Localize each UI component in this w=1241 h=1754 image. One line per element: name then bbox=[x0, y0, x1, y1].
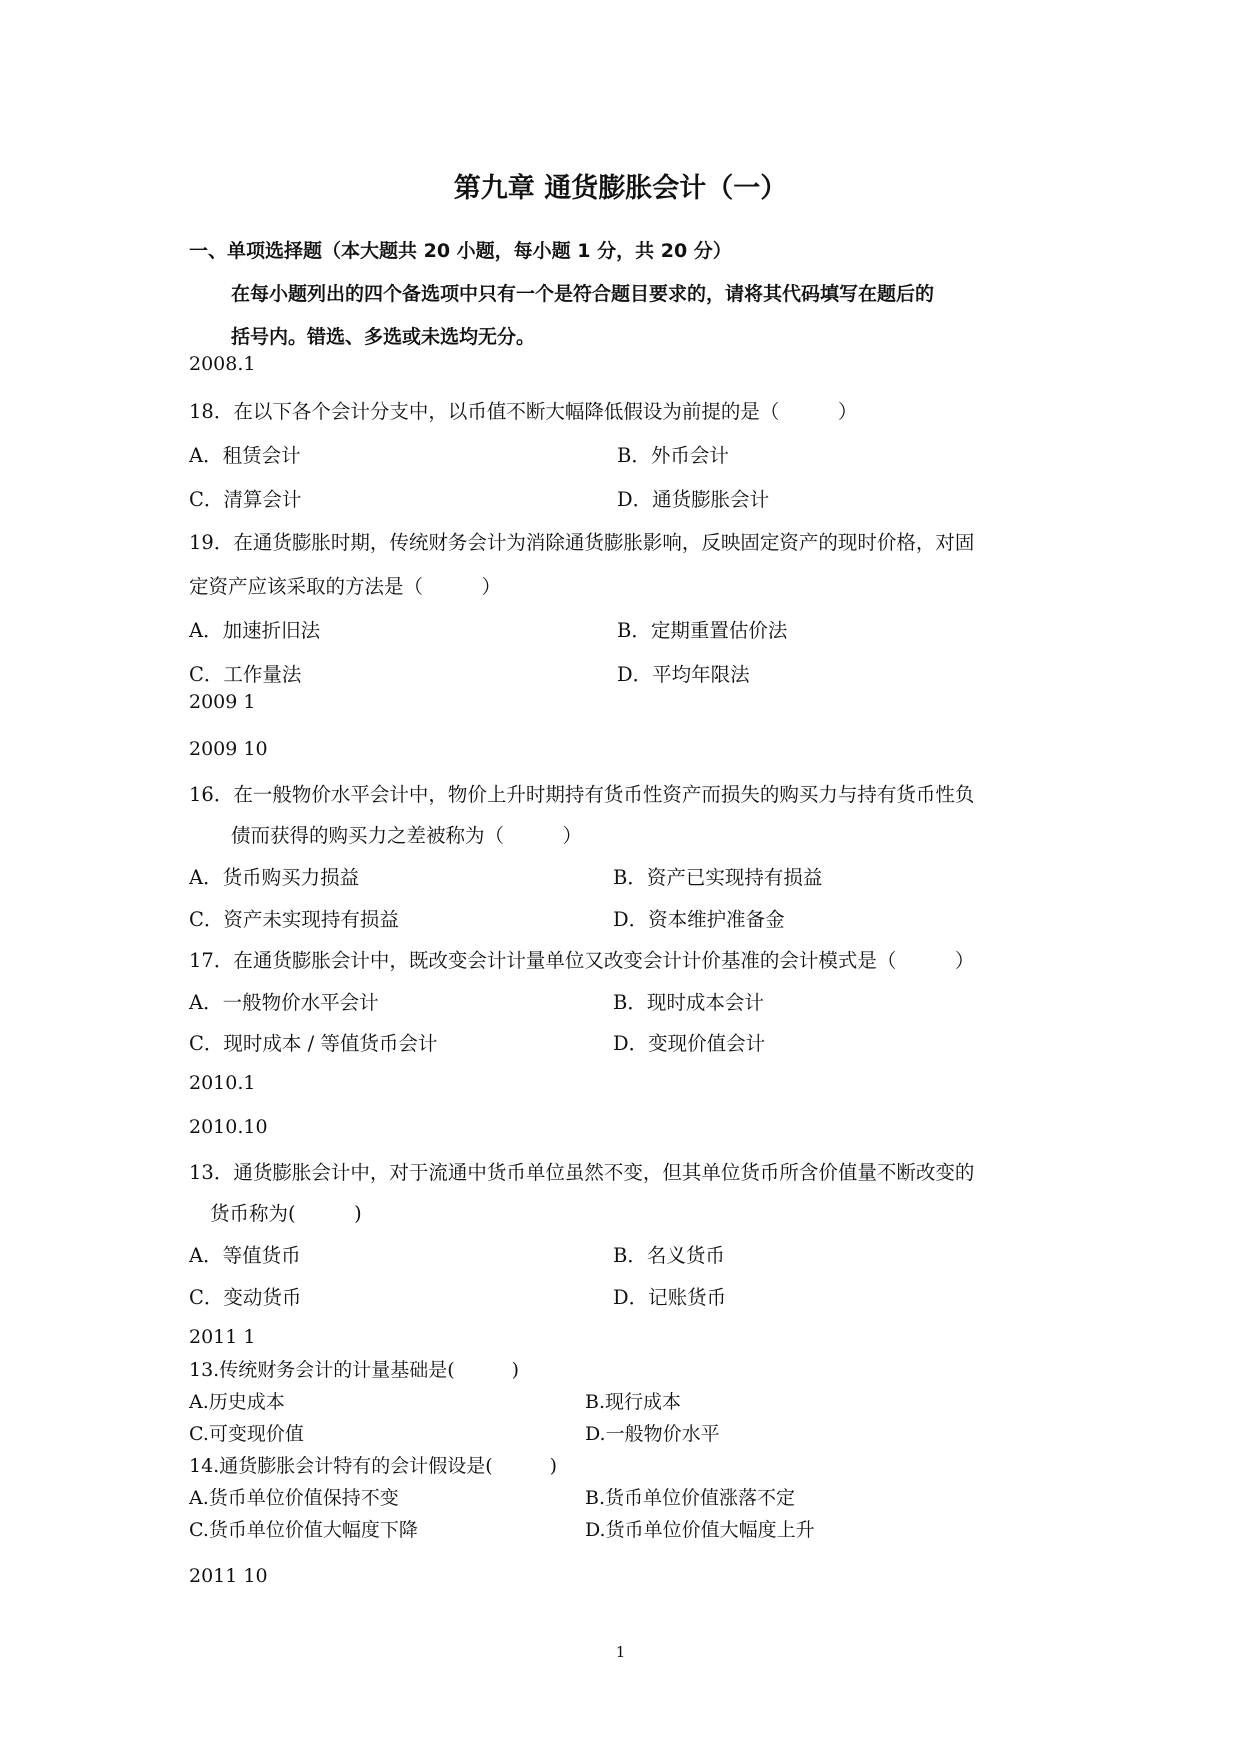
option-a: A．等值货币 bbox=[189, 1244, 301, 1267]
question-text-continued: 定资产应该采取的方法是（ ） bbox=[189, 575, 502, 598]
option-d: D．资本维护准备金 bbox=[613, 908, 785, 931]
option-a: A.历史成本 bbox=[189, 1391, 285, 1413]
year-label: 2009 10 bbox=[189, 738, 268, 760]
question-text-continued: 货币称为( ) bbox=[210, 1202, 362, 1225]
option-c: C.货币单位价值大幅度下降 bbox=[189, 1519, 418, 1541]
option-c: C．资产未实现持有损益 bbox=[189, 908, 399, 931]
option-c: C．变动货币 bbox=[189, 1286, 302, 1309]
question-text-continued: 债而获得的购买力之差被称为（ ） bbox=[231, 824, 583, 847]
question-text: 18．在以下各个会计分支中，以币值不断大幅降低假设为前提的是（ ） bbox=[189, 400, 858, 423]
page-number: 1 bbox=[615, 1643, 626, 1661]
question-text: 14.通货膨胀会计特有的会计假设是( ) bbox=[189, 1455, 558, 1477]
option-d: D．平均年限法 bbox=[617, 663, 750, 686]
question-text: 13.传统财务会计的计量基础是( ) bbox=[189, 1359, 520, 1381]
year-label: 2011 1 bbox=[189, 1326, 256, 1348]
option-b: B．外币会计 bbox=[617, 444, 729, 467]
option-d: D．记账货币 bbox=[613, 1286, 727, 1309]
section-heading: 一、单项选择题（本大题共 20 小题，每小题 1 分，共 20 分） bbox=[189, 240, 732, 262]
page-title: 第九章 通货膨胀会计（一） bbox=[453, 173, 788, 204]
option-b: B．现时成本会计 bbox=[613, 991, 764, 1014]
option-d: D．通货膨胀会计 bbox=[617, 488, 770, 511]
option-b: B．名义货币 bbox=[613, 1244, 725, 1267]
option-a: A.货币单位价值保持不变 bbox=[189, 1487, 399, 1509]
question-text: 19．在通货膨胀时期，传统财务会计为消除通货膨胀影响，反映固定资产的现时价格，对固 bbox=[189, 531, 975, 554]
option-b: B．定期重置估价法 bbox=[617, 619, 788, 642]
option-d: D．变现价值会计 bbox=[613, 1032, 766, 1055]
option-a: A．货币购买力损益 bbox=[189, 866, 360, 889]
option-c: C．现时成本 / 等值货币会计 bbox=[189, 1032, 438, 1055]
section-instruction-line-1: 在每小题列出的四个备选项中只有一个是符合题目要求的，请将其代码填写在题后的 bbox=[231, 283, 935, 305]
option-d: D.货币单位价值大幅度上升 bbox=[585, 1519, 815, 1541]
option-d: D.一般物价水平 bbox=[585, 1423, 720, 1445]
option-b: B．资产已实现持有损益 bbox=[613, 866, 823, 889]
question-text: 13．通货膨胀会计中，对于流通中货币单位虽然不变，但其单位货币所含价值量不断改变的 bbox=[189, 1161, 975, 1184]
option-a: A．加速折旧法 bbox=[189, 619, 321, 642]
year-label: 2008.1 bbox=[189, 353, 256, 375]
option-c: C．清算会计 bbox=[189, 488, 302, 511]
year-label: 2010.10 bbox=[189, 1116, 268, 1138]
question-text: 17．在通货膨胀会计中，既改变会计计量单位又改变会计计价基准的会计模式是（ ） bbox=[189, 949, 975, 972]
option-a: A．一般物价水平会计 bbox=[189, 991, 379, 1014]
option-b: B.货币单位价值涨落不定 bbox=[585, 1487, 796, 1509]
year-label: 2011 10 bbox=[189, 1565, 268, 1587]
section-instruction-line-2: 括号内。错选、多选或未选均无分。 bbox=[231, 326, 536, 348]
option-a: A．租赁会计 bbox=[189, 444, 301, 467]
year-label: 2010.1 bbox=[189, 1072, 256, 1094]
option-c: C.可变现价值 bbox=[189, 1423, 304, 1445]
year-label: 2009 1 bbox=[189, 691, 256, 713]
option-c: C．工作量法 bbox=[189, 663, 302, 686]
option-b: B.现行成本 bbox=[585, 1391, 682, 1413]
question-text: 16．在一般物价水平会计中，物价上升时期持有货币性资产而损失的购买力与持有货币性负 bbox=[189, 783, 975, 806]
